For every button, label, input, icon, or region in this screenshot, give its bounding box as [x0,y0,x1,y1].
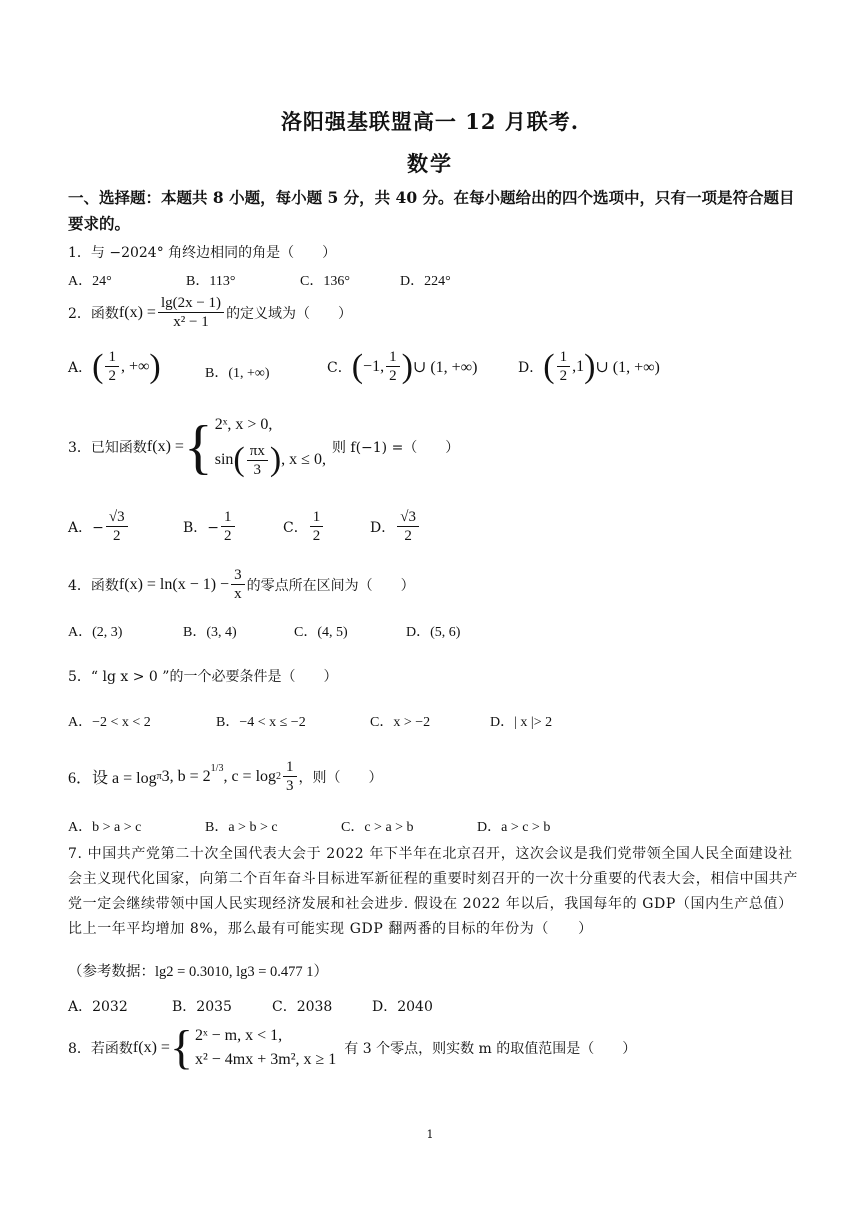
q6-option-a: A．b > a > c [68,820,142,835]
exam-title: 洛阳强基联盟高一 12 月联考. [280,109,580,134]
q1-option-a: A．24° [68,274,112,289]
q2-d-num: 1 [557,348,571,367]
q3-case2-tail: , x ≤ 0, [281,451,326,468]
page-number: 1 [426,1128,434,1141]
q2-d-label: D． [518,359,544,376]
q7-reference: （参考数据：lg2 = 0.3010, lg3 = 0.477 1） [68,964,329,980]
q4-prefix: 4．函数 [68,577,119,594]
q2-denominator: x² − 1 [173,314,209,330]
q8-stem: 8．若函数 f(x) = { 2ˣ − m, x < 1, x² − 4mx + 3m², x ≥ 1 有 3 个零点，则实数 m 的取值范围是（ ） [68,1021,637,1074]
q7-option-c: C．2038 [272,999,333,1015]
q2-a-label: A． [68,359,93,376]
q2-stem [68,294,352,331]
q3-c-den: 2 [312,528,321,544]
q3-d-num: √3 [397,508,419,527]
q8-prefix: 8．若函数 [68,1041,133,1057]
q2-suffix: 的定义域为（ ） [226,305,353,322]
q4-option-d: D．(5, 6) [406,625,461,640]
q2-option-a: A． ( $\frac{1}{2}$ , +∞ ) [68,347,161,385]
q3-b-num: 1 [221,508,235,527]
q1-stem: 1．与 −2024° 角终边相同的角是（ ） [68,245,337,261]
q2-d-den: 2 [559,368,568,384]
q6-prefix: 6．设 a = log [68,770,157,787]
q3-case1: 2ˣ, x > 0, [214,416,273,433]
q3-a-num: √3 [106,508,128,527]
q7-option-b: B．2035 [172,999,232,1015]
q3-option-d [370,508,421,545]
q2-c-num: 1 [386,348,400,367]
q6-mid2: , c = log [223,767,277,785]
q5-option-c: C．x > −2 [370,715,431,730]
q5-option-b: B．−4 < x ≤ −2 [216,715,306,730]
q5-option-a: A．−2 < x < 2 [68,715,151,730]
q3-d-den: 2 [404,528,412,544]
q2-c-label: C． [327,359,352,376]
q7-option-a: A．2032 [68,999,128,1015]
q3-stem: 3．已知函数 f(x) = { 2ˣ, x > 0, sin ( $\frac{\pi x}{3}$ ) , x ≤ 0, 则 f(−1) =（ ） [68,414,460,480]
q6-option-b: B．a > b > c [205,820,278,835]
q6-sub-2: 2 [276,771,282,782]
q3-case2-num: πx [247,442,268,461]
q2-option-c: C． ( −1, $\frac{1}{2}$ ) ∪ (1, +∞) [327,347,478,385]
section-heading: 一、选择题：本题共 8 小题，每小题 5 分，共 40 分。在每小题给出的四个选项中，只有一项是符合题目要求的。 [68,188,795,233]
q5-option-d: D．| x |> 2 [490,715,553,730]
q6-sub-pi: π [156,771,162,782]
q6-sup-third: 1/3 [210,763,224,774]
q1-option-d: D．224° [400,274,451,289]
q3-option-b [183,508,237,545]
q6-suffix: ，则（ ） [298,769,383,786]
q6-stem [68,758,383,795]
q2-c-den: 2 [389,368,397,384]
q6-option-d: D．a > c > b [477,820,551,835]
q4-func: f(x) = ln(x − 1) − [118,575,230,593]
q3-case2-den: 3 [253,461,262,478]
q6-den: 3 [286,778,294,794]
q3-cases: 2ˣ, x > 0, sin ( $\frac{\pi x}{3}$ ) , x ≤ 0, [215,412,326,482]
subject-title: 数学 [407,151,453,176]
q3-d-label: D． [370,519,396,536]
q6-mid: 3, b = 2 [161,767,211,785]
q2-a-den: 2 [108,368,116,384]
q4-stem [68,566,415,603]
q1-option-b: B．113° [186,274,236,289]
q2-option-d: D． ( $\frac{1}{2}$ ,1 ) ∪ (1, +∞) [518,347,660,385]
q2-numerator: lg(2x − 1) [158,294,224,313]
q1-option-c: C．136° [300,274,350,289]
q4-num: 3 [231,566,245,585]
q3-a-den: 2 [112,528,121,544]
q3-b-den: 2 [224,528,232,544]
q2-c-head: −1, [363,357,385,375]
q2-func: f(x) = [118,303,156,321]
q7-option-d: D．2040 [372,999,433,1015]
q3-case2-head: sin [214,451,234,468]
q6-option-c: C．c > a > b [341,820,414,835]
q3-option-c [283,508,325,545]
q3-suffix: 则 f(−1) =（ ） [331,440,460,456]
q2-a-tail: , +∞ [120,357,150,375]
q3-c-num: 1 [310,508,324,527]
q4-option-b: B．(3, 4) [183,625,237,640]
q4-option-c: C．(4, 5) [294,625,348,640]
q8-func: f(x) = [132,1039,170,1056]
q3-prefix: 3．已知函数 [68,440,147,456]
q3-b-label: B．− [183,519,220,536]
q8-case2: x² − 4mx + 3m², x ≥ 1 [194,1051,337,1068]
q7-text: 7. 中国共产党第二十次全国代表大会于 2022 年下半年在北京召开，这次会议是我们党带领全国人民全面建设社会主义现代化国家，向第二个百年奋斗目标进军新征程的重要时刻召开的一次十分重要的代表大会，相信中国共产党一定会继续带领中国人民实现经济发展和社会进步. 假设在 2022 年以后，我国每年的 GDP（国内生产总值）比上一年平均增加 8%，那么最有可能实现 GDP 翻两番的目标的年份为（ ） [68,846,798,937]
q2-option-b: B．(1, +∞) [205,366,270,381]
q6-num: 1 [283,758,297,777]
q3-a-label: A．− [68,519,104,536]
q4-option-a: A．(2, 3) [68,625,123,640]
q3-option-a [68,508,130,545]
q2-fraction [158,294,224,331]
q2-prefix: 2．函数 [68,305,119,322]
q8-suffix: 有 3 个零点，则实数 m 的取值范围是（ ） [344,1041,637,1057]
q8-cases [195,1024,336,1072]
q5-stem: 5．“ lg x > 0 ”的一个必要条件是（ ） [68,669,338,685]
q2-a-num: 1 [105,348,119,367]
q2-c-tail: ∪ (1, +∞) [412,358,478,376]
q8-case1: 2ˣ − m, x < 1, [194,1027,283,1044]
q3-c-label: C． [283,519,308,536]
q3-func: f(x) = [146,438,184,455]
q2-d-tail: ∪ (1, +∞) [595,358,660,376]
q2-d-mid: ,1 [572,357,585,375]
q4-den: x [234,586,242,602]
q4-suffix: 的零点所在区间为（ ） [246,577,415,594]
